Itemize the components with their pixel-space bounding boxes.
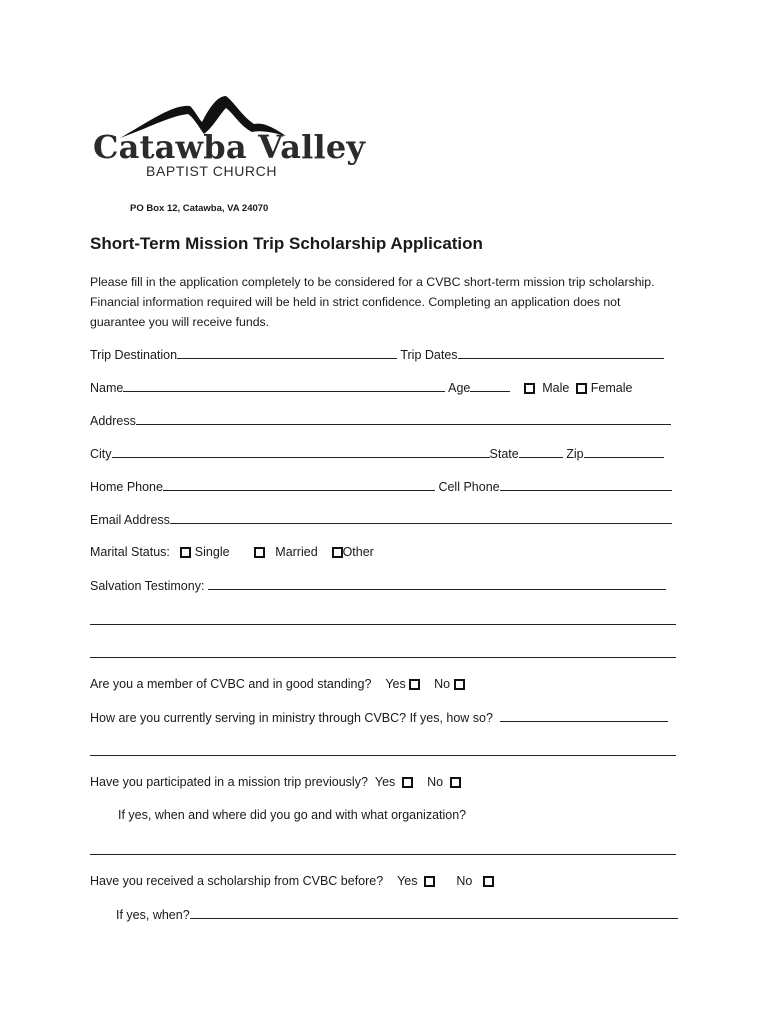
scholarship-yes-checkbox[interactable] [424,876,435,887]
email-field[interactable] [170,512,672,524]
scholarship-followup-row [116,907,678,922]
member-yes-label: Yes [385,677,406,691]
mission-followup: If yes, when and where did you go and with what organization? [118,808,467,822]
trip-dates-field[interactable] [458,347,664,359]
married-label: Married [275,545,318,559]
scholarship-question-row [90,874,494,888]
male-label: Male [542,381,570,395]
address-row [90,413,671,428]
member-no-checkbox[interactable] [454,679,465,690]
single-label: Single [194,545,230,559]
name-label: Name [90,381,124,395]
home-phone-label: Home Phone [90,480,163,494]
member-yes-checkbox[interactable] [409,679,420,690]
serving-question-row [90,710,668,725]
male-checkbox[interactable] [524,383,535,394]
scholarship-question: Have you received a scholarship from CVBC before? [90,874,384,888]
mission-question: Have you participated in a mission trip previously? [90,775,368,789]
address-field[interactable] [136,413,671,425]
age-label: Age [448,381,471,395]
city-row [90,446,664,461]
member-no-label: No [434,677,451,691]
other-checkbox[interactable] [332,547,343,558]
address-label: Address [90,414,136,428]
member-question-row [90,677,465,691]
name-field[interactable] [123,380,445,392]
church-name-logo-text: Catawba Valley [93,128,366,166]
intro-paragraph [90,272,655,332]
scholarship-no-checkbox[interactable] [483,876,494,887]
member-question: Are you a member of CVBC and in good standing? [90,677,372,691]
salvation-field[interactable] [208,578,666,590]
state-label: State [489,447,519,461]
intro-line: guarantee you will receive funds. [90,315,270,329]
marital-status-label: Marital Status: [90,545,170,559]
cell-phone-label: Cell Phone [438,480,500,494]
mission-followup-line[interactable] [90,854,676,855]
age-field[interactable] [470,380,510,392]
mailing-address: PO Box 12, Catawba, VA 24070 [130,203,269,214]
single-checkbox[interactable] [180,547,191,558]
salvation-line-2[interactable] [90,624,676,625]
scholarship-no-label: No [456,874,473,888]
scholarship-followup: If yes, when? [116,908,190,922]
salvation-row [90,578,666,593]
trip-destination-label: Trip Destination [90,348,178,362]
home-phone-field[interactable] [163,479,435,491]
phone-row [90,479,672,494]
state-field[interactable] [519,446,563,458]
mission-no-label: No [427,775,444,789]
trip-dates-label: Trip Dates [400,348,458,362]
mission-yes-label: Yes [374,775,396,789]
serving-line-2[interactable] [90,755,676,756]
intro-line: Financial information required will be held in strict confidence. Completing an application does not [90,295,621,309]
intro-line: Please fill in the application completely to be considered for a CVBC short-term mission trip scholarship. [90,275,655,289]
scholarship-when-field[interactable] [190,907,678,919]
mission-yes-checkbox[interactable] [402,777,413,788]
mission-no-checkbox[interactable] [450,777,461,788]
trip-row [90,347,664,362]
serving-question: How are you currently serving in ministry through CVBC? If yes, how so? [90,711,493,725]
city-field[interactable] [112,446,490,458]
email-row [90,512,672,527]
city-label: City [90,447,112,461]
scholarship-yes-label: Yes [397,874,418,888]
married-checkbox[interactable] [254,547,265,558]
mission-question-row [90,775,461,789]
salvation-line-3[interactable] [90,657,676,658]
female-checkbox[interactable] [576,383,587,394]
marital-status-row [90,545,374,559]
name-row [90,380,632,395]
zip-label: Zip [566,447,584,461]
salvation-label: Salvation Testimony: [90,579,205,593]
serving-field[interactable] [500,710,668,722]
email-label: Email Address [90,513,170,527]
female-label: Female [590,381,633,395]
cell-phone-field[interactable] [500,479,672,491]
zip-field[interactable] [584,446,664,458]
page-title: Short-Term Mission Trip Scholarship Application [90,234,483,253]
church-subtitle-logo-text: BAPTIST CHURCH [146,163,278,179]
other-label: Other [342,545,374,559]
trip-destination-field[interactable] [177,347,397,359]
